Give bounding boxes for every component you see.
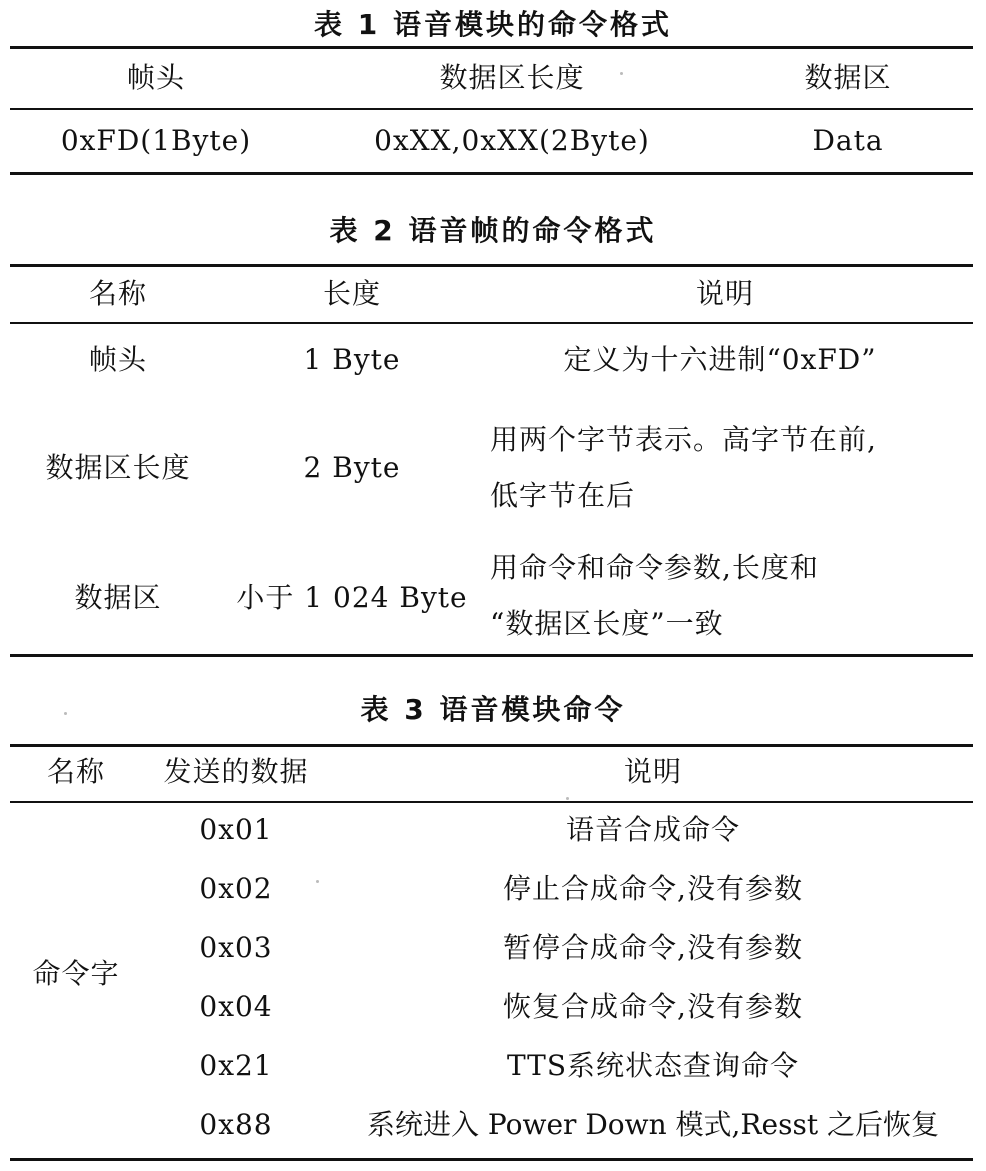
- table2-row1-desc: 定义为十六进制“0xFD”: [563, 343, 877, 376]
- table1-top-rule: [10, 46, 973, 49]
- table2-row3-desc-line1: 用命令和命令参数,长度和: [490, 551, 819, 584]
- table2-caption: 表 2 语音帧的命令格式: [329, 214, 657, 247]
- table3-row5-desc: TTS系统状态查询命令: [506, 1049, 800, 1082]
- scan-speck: [64, 712, 67, 715]
- table1-header-data-length: 数据区长度: [439, 61, 585, 94]
- table2-header-length: 长度: [322, 277, 382, 310]
- table3-row4-desc: 恢复合成命令,没有参数: [503, 990, 803, 1023]
- scan-speck: [316, 880, 319, 883]
- table1-caption: 表 1 语音模块的命令格式: [314, 8, 672, 41]
- table3-group-name: 命令字: [32, 957, 120, 990]
- table2-row3-desc-line2: “数据区长度”一致: [490, 607, 724, 640]
- table1-cell-data-area: Data: [812, 124, 884, 157]
- table3-row5-data: 0x21: [199, 1049, 273, 1082]
- table1-header-frame-head: 帧头: [126, 61, 186, 94]
- table1-cell-data-length: 0xXX,0xXX(2Byte): [374, 124, 650, 157]
- table2-header-name: 名称: [88, 277, 148, 310]
- scan-speck: [620, 72, 623, 75]
- table2-top-rule: [10, 264, 973, 267]
- table3-row2-data: 0x02: [199, 872, 273, 905]
- table3-header-name: 名称: [46, 755, 106, 788]
- table3-bottom-rule: [10, 1158, 973, 1161]
- table3-row6-data: 0x88: [199, 1108, 273, 1141]
- table2-bottom-rule: [10, 654, 973, 657]
- scan-speck: [566, 797, 569, 800]
- table3-header-data: 发送的数据: [163, 755, 309, 788]
- table3-row3-data: 0x03: [199, 931, 273, 964]
- table2-header-desc: 说明: [695, 277, 755, 310]
- table1-header-data-area: 数据区: [804, 61, 892, 94]
- table1-header-rule: [10, 108, 973, 110]
- table2-row2-desc-line1: 用两个字节表示。高字节在前,: [490, 423, 877, 456]
- table2-row3-length: 小于 1 024 Byte: [236, 581, 468, 614]
- table2-row1-name: 帧头: [88, 343, 148, 376]
- table2-row3-name: 数据区: [74, 581, 162, 614]
- table2-row2-name: 数据区长度: [45, 451, 191, 484]
- table2-row2-desc-line2: 低字节在后: [490, 479, 636, 512]
- table3-header-rule: [10, 801, 973, 803]
- table3-caption: 表 3 语音模块命令: [360, 693, 626, 726]
- table1-bottom-rule: [10, 172, 973, 175]
- table3-header-desc: 说明: [623, 755, 683, 788]
- table3-row6-desc: 系统进入 Power Down 模式,Resst 之后恢复: [367, 1108, 939, 1141]
- table2-row1-length: 1 Byte: [303, 343, 401, 376]
- table3-row1-desc: 语音合成命令: [565, 813, 741, 846]
- table3-row4-data: 0x04: [199, 990, 273, 1023]
- table3-row3-desc: 暂停合成命令,没有参数: [503, 931, 803, 964]
- table2-header-rule: [10, 322, 973, 324]
- table3-top-rule: [10, 744, 973, 747]
- table3-row1-data: 0x01: [199, 813, 273, 846]
- table3-row2-desc: 停止合成命令,没有参数: [503, 872, 803, 905]
- table1-cell-frame-head: 0xFD(1Byte): [60, 124, 252, 157]
- table2-row2-length: 2 Byte: [303, 451, 401, 484]
